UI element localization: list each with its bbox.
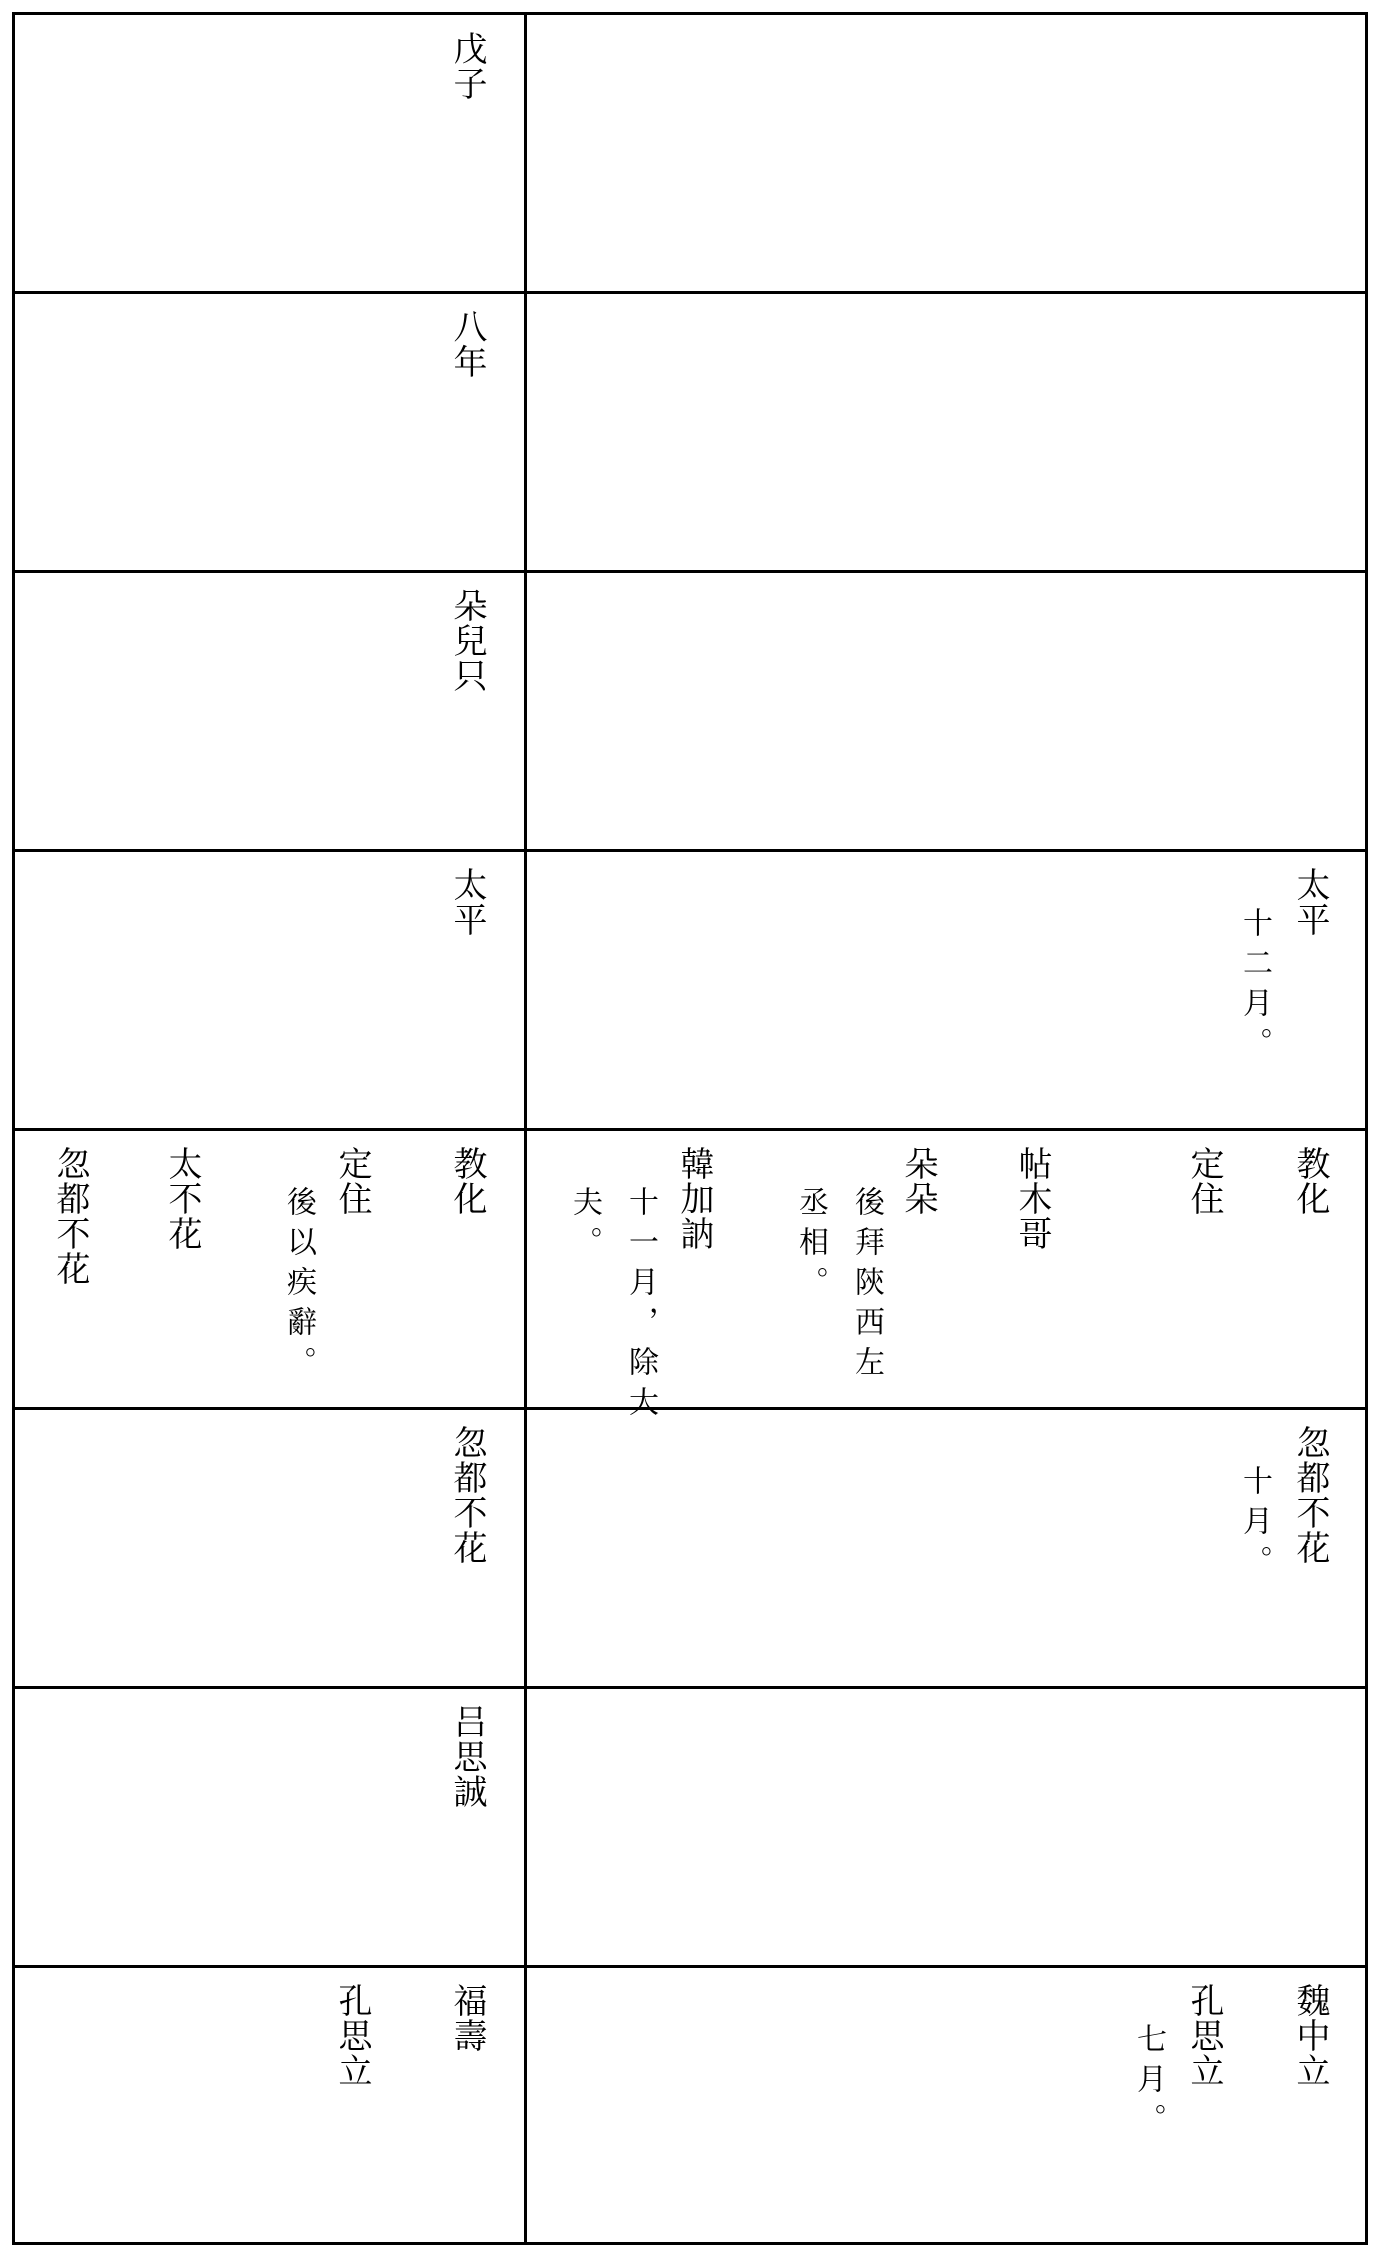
record-table xyxy=(12,12,1368,2245)
entry-note: 夫。 xyxy=(567,1186,602,1266)
entry-note: 後以疾辭。 xyxy=(281,1186,316,1386)
entry-name: 忽都不花 xyxy=(1290,1425,1330,1565)
entry-name: 帖木哥 xyxy=(1012,1146,1052,1251)
entry-name: 孔思立 xyxy=(1184,1983,1224,2088)
entry-name: 魏中立 xyxy=(1290,1983,1330,2088)
entry-note: 十月。 xyxy=(1237,1465,1272,1585)
row-label: 太平 xyxy=(447,867,487,937)
entry-note: 後拜陝西左 xyxy=(849,1186,884,1386)
entry-name: 朵朵 xyxy=(898,1146,938,1216)
entry-name: 定住 xyxy=(332,1146,372,1216)
row-label: 朵兒只 xyxy=(447,588,487,693)
row-label: 八年 xyxy=(447,309,487,379)
row-label: 戊子 xyxy=(447,31,487,101)
row-divider xyxy=(15,570,1365,573)
row-divider xyxy=(15,291,1365,294)
entry-note: 十一月，除大 xyxy=(623,1186,658,1426)
entry-note: 十二月。 xyxy=(1237,907,1272,1067)
row-label: 福壽 xyxy=(447,1983,487,2053)
row-label: 教化 xyxy=(447,1146,487,1216)
row-divider xyxy=(15,1128,1365,1131)
entry-name: 忽都不花 xyxy=(50,1146,90,1286)
entry-name: 孔思立 xyxy=(332,1983,372,2088)
entry-name: 教化 xyxy=(1290,1146,1330,1216)
entry-name: 太不花 xyxy=(162,1146,202,1251)
entry-name: 定住 xyxy=(1184,1146,1224,1216)
entry-note: 七月。 xyxy=(1131,2023,1166,2143)
row-label: 忽都不花 xyxy=(447,1425,487,1565)
entry-name: 太平 xyxy=(1290,867,1330,937)
row-divider xyxy=(15,1686,1365,1689)
row-label: 吕思誠 xyxy=(447,1704,487,1809)
row-divider xyxy=(15,849,1365,852)
row-divider xyxy=(15,1965,1365,1968)
entry-name: 韓加訥 xyxy=(674,1146,714,1251)
entry-note: 丞相。 xyxy=(793,1186,828,1306)
row-divider xyxy=(15,1407,1365,1410)
